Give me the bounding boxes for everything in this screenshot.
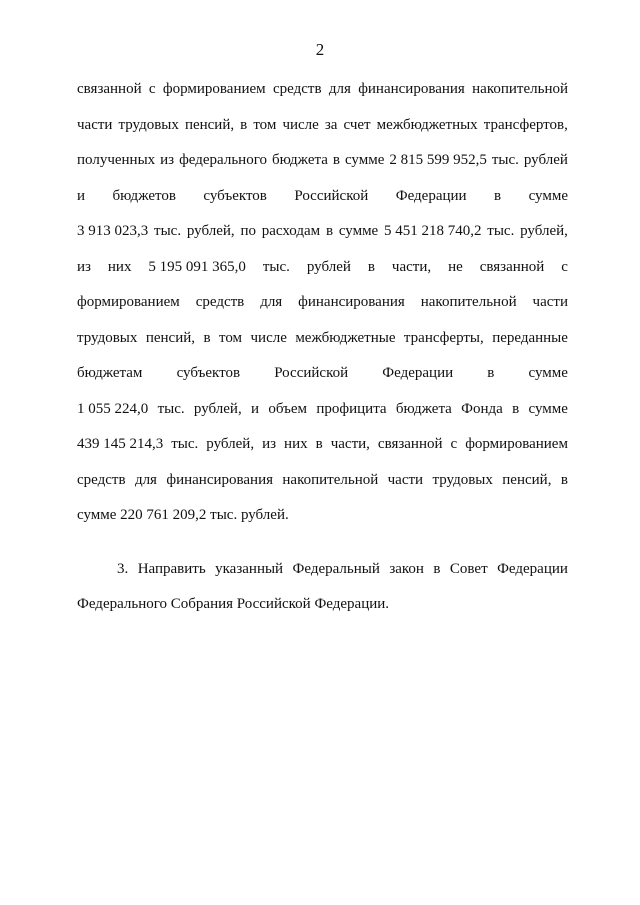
text-line [77,220,568,256]
word: Федерации [497,560,568,577]
word: бюджетам [77,365,143,381]
word: пенсий, [184,116,235,133]
word: рублей, [193,400,242,417]
word: части, [391,258,432,275]
text-line: сумме 220 761 209,2 тыс. рублей. [77,507,289,523]
word: с [561,258,568,275]
word: Федеральный [292,560,380,577]
word: бюджета [395,400,452,417]
word: сумме [528,400,568,417]
word: в [367,258,375,275]
word: числе [282,116,319,133]
paragraph-2-first-line [77,558,568,594]
word: трансферты, [403,329,484,346]
word: в [203,329,211,346]
word: связанной [479,258,545,275]
word: формированием [465,436,568,452]
word: не [448,258,463,275]
text-line [77,433,568,469]
word: за [324,116,338,133]
word: субъектов [203,187,267,204]
word: рублей [523,152,568,168]
word: указанный [215,560,284,577]
word: связанной [377,436,443,452]
word: полученных [77,152,156,168]
paragraph-1-last-line [77,504,568,540]
text-line [77,185,568,221]
text-line [77,398,568,434]
word: формированием [162,81,266,97]
word: том [218,329,243,346]
word: тыс. [154,223,182,239]
text-line [77,362,568,398]
word: 5 195 091 365,0 [148,258,246,275]
word: для [134,471,157,488]
word: субъектов [176,365,241,381]
word: части [387,471,424,488]
word: сумме [344,152,385,168]
word: пенсий, [145,329,196,346]
word: по [240,223,256,239]
word: 5 451 218 740,2 [384,223,482,239]
word: 2 815 599 952,5 [389,152,487,168]
word: пенсий, [502,471,552,488]
word: объем [268,400,308,417]
word: средств [272,81,322,97]
text-line [77,291,568,327]
word: в [433,560,441,577]
word: закон [389,560,424,577]
word: для [260,294,283,310]
word: бюджета [271,152,328,168]
word: и [77,187,86,204]
word: финансирования [358,81,465,97]
word: тыс. [487,223,515,239]
word: них [107,258,132,275]
word: Федерации [382,365,454,381]
word: счет [343,116,371,133]
text-line [77,149,568,185]
word: с [450,436,458,452]
word: накопительной [472,81,568,97]
word: переданные [492,329,568,346]
paragraph-2-last-line [77,593,568,629]
word: тыс. [491,152,519,168]
word: финансирования [166,471,273,488]
word: из [160,152,175,168]
word: 1 055 224,0 [77,400,149,417]
word: числе [250,329,287,346]
text-line [77,327,568,363]
word: 3. [117,560,129,577]
word: в [332,152,340,168]
word: трудовых [432,471,493,488]
text-line [77,469,568,505]
word: профицита [316,400,387,417]
word: для [328,81,351,97]
word: в [315,436,323,452]
word: средств [195,294,245,310]
word: и [251,400,260,417]
word: Федерации [395,187,467,204]
word: том [253,116,277,133]
word: сумме [528,187,568,204]
paragraph-gap [77,540,568,558]
text-line [77,256,568,292]
word: рублей, [520,223,568,239]
word: связанной [77,81,142,97]
word: трансфертов, [483,116,568,133]
word: части [532,294,568,310]
word: формированием [77,294,180,310]
word: сумме [528,365,568,381]
word: средств [77,471,126,488]
word: в [487,365,495,381]
word: 3 913 023,3 [77,223,149,239]
word: накопительной [282,471,379,488]
word: Направить [137,560,206,577]
word: в [560,471,568,488]
word: рублей, [186,223,235,239]
word: накопительной [420,294,517,310]
word: Фонда [461,400,503,417]
word: рублей, [206,436,255,452]
word: тыс. [262,258,290,275]
word: трудовых [118,116,179,133]
word: в [240,116,248,133]
word: финансирования [298,294,405,310]
word: рублей [306,258,351,275]
text-line: Федерального Собрания Российской Федерации. [77,596,390,612]
text-line [77,114,568,150]
word: расходам [261,223,321,239]
word: в [494,187,502,204]
word: межбюджетные [295,329,396,346]
word: с [148,81,156,97]
word: 439 145 214,3 [77,436,164,452]
word: них [284,436,308,452]
word: тыс. [171,436,199,452]
word: Российской [294,187,369,204]
word: части, [330,436,370,452]
text-line [77,78,568,114]
word: из [77,258,91,275]
word: Совет [449,560,488,577]
page-number: 2 [315,40,325,59]
word: в [325,223,334,239]
word: части [77,116,113,133]
word: из [262,436,277,452]
word: межбюджетных [376,116,478,133]
paragraph-1 [77,78,568,504]
word: Российской [274,365,349,381]
word: бюджетов [112,187,176,204]
word: трудовых [77,329,138,346]
word: федерального [179,152,267,168]
word: в [512,400,520,417]
document-body [77,78,568,629]
word: тыс. [157,400,185,417]
word: сумме [338,223,379,239]
